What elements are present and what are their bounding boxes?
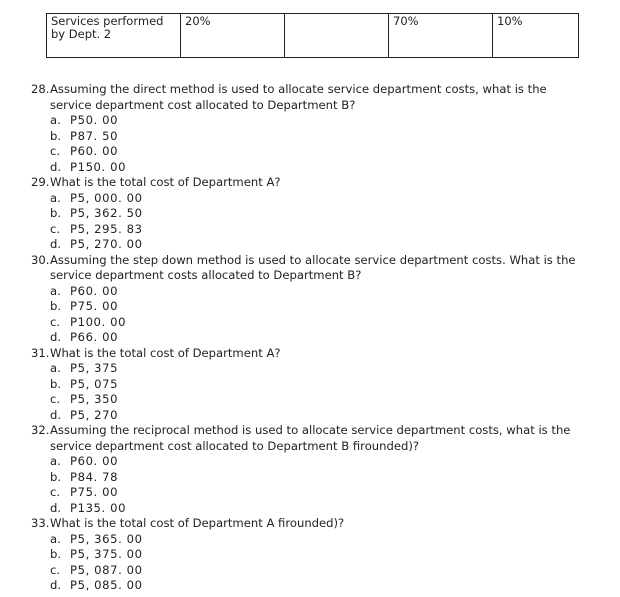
question-stem bbox=[31, 346, 591, 362]
question-list bbox=[31, 82, 591, 594]
question-stem bbox=[31, 82, 591, 113]
option-letter: d. bbox=[50, 159, 62, 174]
option-letter: c. bbox=[50, 314, 61, 329]
question-stem bbox=[31, 516, 591, 532]
option-letter: c. bbox=[50, 392, 61, 406]
answer-option bbox=[31, 377, 591, 393]
option-letter: a. bbox=[50, 361, 61, 375]
question-stem bbox=[31, 175, 591, 191]
answer-option bbox=[31, 206, 591, 222]
answer-option bbox=[31, 392, 591, 408]
option-value: P135. 00 bbox=[70, 500, 127, 515]
option-letter: a. bbox=[50, 113, 61, 127]
option-letter: a. bbox=[50, 531, 61, 546]
dept-b-cell bbox=[285, 14, 389, 58]
option-value: P5, 085. 00 bbox=[70, 578, 143, 592]
option-letter: b. bbox=[50, 376, 62, 391]
option-value: P150. 00 bbox=[70, 159, 127, 174]
answer-option bbox=[31, 578, 591, 594]
option-value: P5, 270 bbox=[70, 407, 119, 422]
option-letter: b. bbox=[50, 547, 62, 561]
option-letter: d. bbox=[50, 500, 62, 515]
question-number: 29. bbox=[31, 175, 50, 189]
option-letter: c. bbox=[50, 144, 61, 158]
option-value: P60. 00 bbox=[70, 144, 119, 158]
answer-option bbox=[31, 454, 591, 470]
question-item bbox=[31, 82, 591, 175]
question-item bbox=[31, 253, 591, 346]
option-letter: c. bbox=[50, 562, 61, 577]
answer-option bbox=[31, 501, 591, 517]
option-value: P5, 375. 00 bbox=[70, 547, 143, 561]
answer-option bbox=[31, 144, 591, 160]
option-value: P5, 295. 83 bbox=[70, 221, 143, 236]
answer-option bbox=[31, 160, 591, 176]
answer-option bbox=[31, 284, 591, 300]
answer-option bbox=[31, 299, 591, 315]
option-value: P60. 00 bbox=[70, 283, 119, 298]
option-value: P5, 087. 00 bbox=[70, 562, 143, 577]
answer-option bbox=[31, 222, 591, 238]
question-number: 32. bbox=[31, 423, 50, 437]
option-value: P50. 00 bbox=[70, 113, 119, 127]
answer-option bbox=[31, 563, 591, 579]
option-value: P5, 375 bbox=[70, 361, 119, 375]
question-text: Assuming the reciprocal method is used to allocate service department costs, what is the service department cost allocated to Department B ﬁrounded)? bbox=[50, 423, 571, 453]
answer-option bbox=[31, 470, 591, 486]
option-letter: b. bbox=[50, 469, 62, 484]
question-text: What is the total cost of Department A? bbox=[50, 175, 281, 189]
option-value: P100. 00 bbox=[70, 314, 127, 329]
option-value: P75. 00 bbox=[70, 299, 119, 313]
option-value: P66. 00 bbox=[70, 330, 119, 344]
question-text: Assuming the direct method is used to allocate service department costs, what is the service department cost allocated to Department B? bbox=[50, 82, 547, 112]
answer-option bbox=[31, 532, 591, 548]
question-text: What is the total cost of Department A? bbox=[50, 345, 281, 360]
option-letter: b. bbox=[50, 299, 62, 313]
answer-option bbox=[31, 113, 591, 129]
question-stem bbox=[31, 423, 591, 454]
option-value: P5, 365. 00 bbox=[70, 531, 143, 546]
table-row bbox=[47, 14, 579, 58]
option-value: P60. 00 bbox=[70, 454, 119, 468]
question-text: What is the total cost of Department A ﬁrounded)? bbox=[50, 516, 345, 530]
answer-option bbox=[31, 330, 591, 346]
answer-option bbox=[31, 408, 591, 424]
answer-option bbox=[31, 547, 591, 563]
option-value: P5, 000. 00 bbox=[70, 190, 143, 205]
option-value: P5, 350 bbox=[70, 392, 119, 406]
option-letter: c. bbox=[50, 221, 61, 236]
option-letter: a. bbox=[50, 283, 61, 298]
answer-options bbox=[31, 532, 591, 594]
answer-options bbox=[31, 191, 591, 253]
option-value: P5, 270. 00 bbox=[70, 237, 143, 251]
answer-options bbox=[31, 361, 591, 423]
option-letter: d. bbox=[50, 237, 62, 251]
services-table bbox=[46, 13, 579, 58]
option-value: P5, 362. 50 bbox=[70, 206, 143, 220]
question-number: 30. bbox=[31, 252, 50, 267]
dept-c-cell: 70% bbox=[389, 14, 493, 58]
option-letter: a. bbox=[50, 190, 61, 205]
option-value: P5, 075 bbox=[70, 376, 119, 391]
answer-option bbox=[31, 191, 591, 207]
question-number: 31. bbox=[31, 345, 50, 360]
dept-d-cell: 10% bbox=[493, 14, 579, 58]
answer-option bbox=[31, 237, 591, 253]
question-stem bbox=[31, 253, 591, 284]
question-number: 33. bbox=[31, 516, 50, 530]
option-letter: b. bbox=[50, 128, 62, 143]
answer-option bbox=[31, 361, 591, 377]
dept-a-cell: 20% bbox=[181, 14, 285, 58]
option-letter: d. bbox=[50, 330, 62, 344]
answer-option bbox=[31, 485, 591, 501]
option-letter: c. bbox=[50, 485, 61, 499]
question-item bbox=[31, 516, 591, 594]
option-letter: a. bbox=[50, 454, 61, 468]
row-label-cell: Services performed by Dept. 2 bbox=[47, 14, 181, 58]
question-item bbox=[31, 423, 591, 516]
question-number: 28. bbox=[31, 82, 50, 96]
option-value: P84. 78 bbox=[70, 469, 119, 484]
option-letter: d. bbox=[50, 578, 62, 592]
answer-options bbox=[31, 454, 591, 516]
answer-option bbox=[31, 129, 591, 145]
answer-options bbox=[31, 284, 591, 346]
option-value: P87. 50 bbox=[70, 128, 119, 143]
option-letter: b. bbox=[50, 206, 62, 220]
question-item bbox=[31, 346, 591, 424]
answer-option bbox=[31, 315, 591, 331]
answer-options bbox=[31, 113, 591, 175]
option-value: P75. 00 bbox=[70, 485, 119, 499]
option-letter: d. bbox=[50, 407, 62, 422]
question-item bbox=[31, 175, 591, 253]
question-text: Assuming the step down method is used to allocate service department costs. What is the service department costs allocated to Department B? bbox=[50, 252, 576, 282]
